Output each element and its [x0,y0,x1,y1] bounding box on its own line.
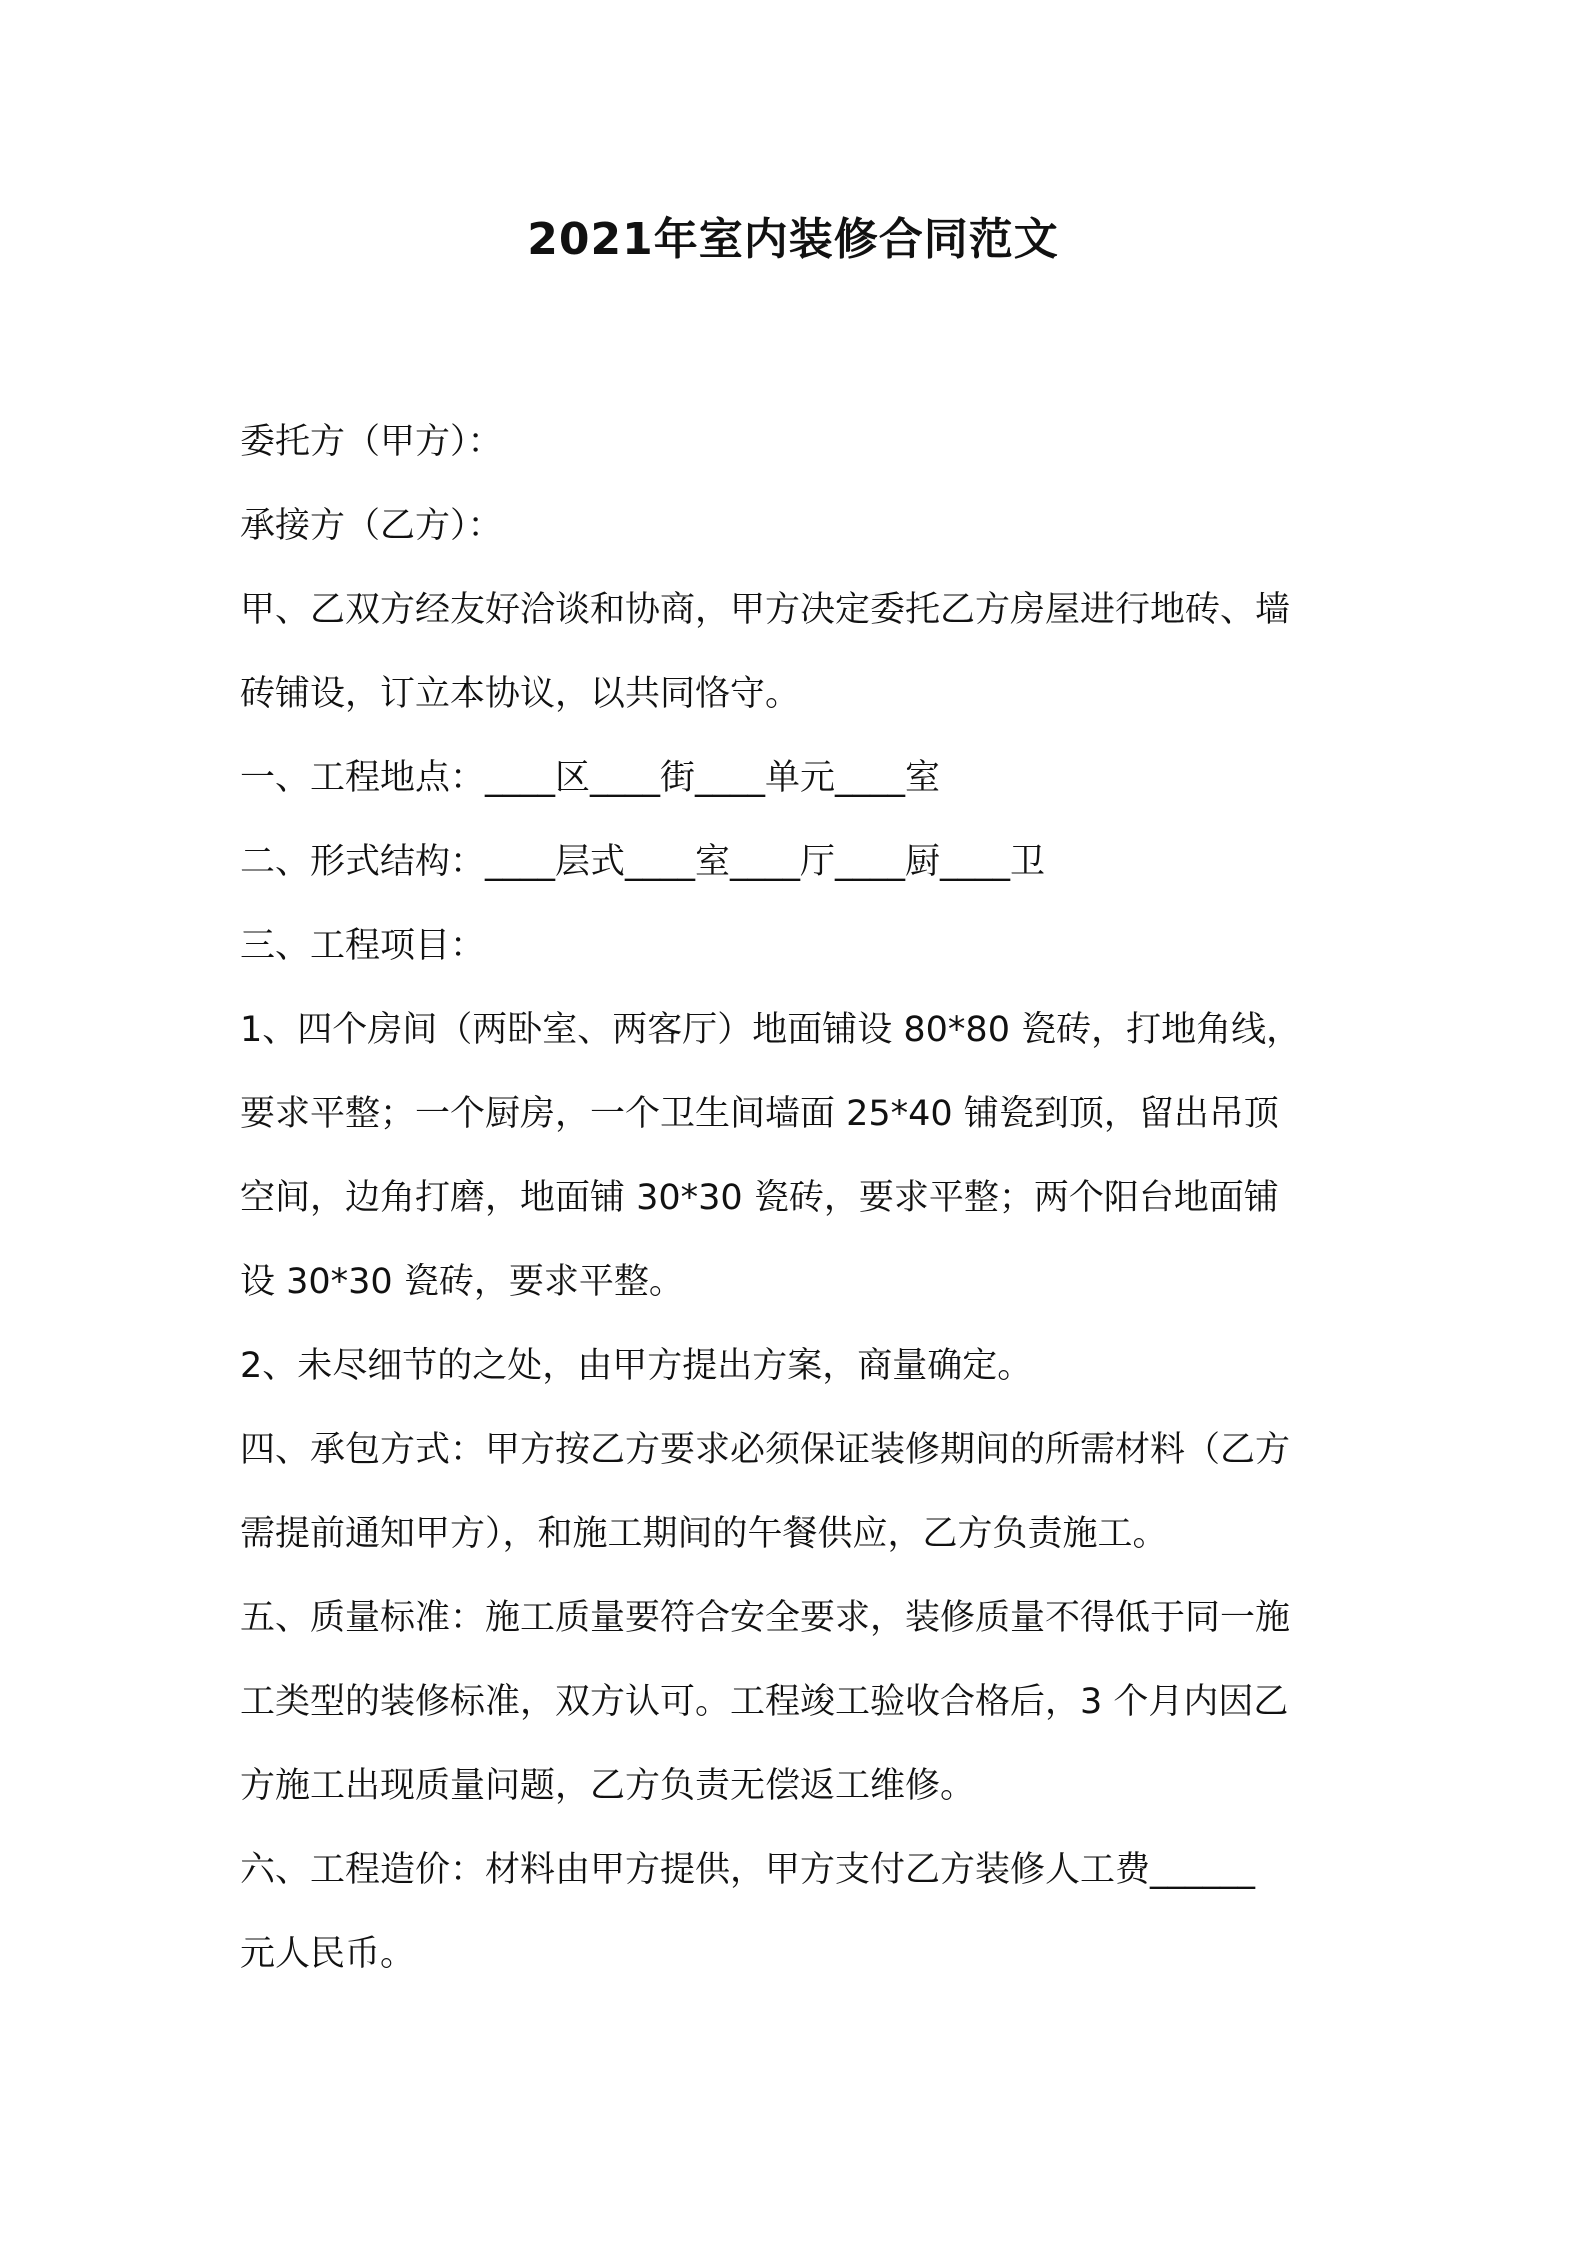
preamble-line-2: 砖铺设，订立本协议，以共同恪守。 [240,674,801,714]
client-party-line: 委托方（甲方）： [240,422,503,462]
clause-quality-line-2: 工类型的装修标准，双方认可。工程竣工验收合格后，3 个月内因乙 [240,1682,1289,1722]
project-item-1-line-2: 要求平整；一个厨房，一个卫生间墙面 25*40 铺瓷到顶，留出吊顶 [240,1094,1279,1134]
contractor-party-line: 承接方（乙方）： [240,506,503,546]
clause-quality-line-1: 五、质量标准：施工质量要符合安全要求，装修质量不得低于同一施 [240,1598,1291,1638]
clause-contracting-line-1: 四、承包方式：甲方按乙方要求必须保证装修期间的所需材料（乙方 [240,1430,1291,1470]
clause-cost-line-1: 六、工程造价：材料由甲方提供，甲方支付乙方装修人工费______ [240,1850,1256,1890]
clause-cost-line-2: 元人民币。 [240,1934,416,1974]
clause-location: 一、工程地点：____区____街____单元____室 [240,758,941,798]
project-item-1-line-1: 1、四个房间（两卧室、两客厅）地面铺设 80*80 瓷砖，打地角线， [240,1010,1302,1050]
document-body [240,400,1350,1996]
preamble-line-1: 甲、乙双方经友好洽谈和协商，甲方决定委托乙方房屋进行地砖、墙 [240,590,1291,630]
project-item-2: 2、未尽细节的之处，由甲方提出方案，商量确定。 [240,1346,1033,1386]
project-item-1-line-4: 设 30*30 瓷砖，要求平整。 [240,1262,684,1302]
project-item-1-line-3: 空间，边角打磨，地面铺 30*30 瓷砖，要求平整；两个阳台地面铺 [240,1178,1279,1218]
clause-quality-line-3: 方施工出现质量问题，乙方负责无偿返工维修。 [240,1766,976,1806]
document-title: 2021年室内装修合同范文 [527,214,1059,265]
clause-structure: 二、形式结构：____层式____室____厅____厨____卫 [240,842,1046,882]
clause-contracting-line-2: 需提前通知甲方），和施工期间的午餐供应，乙方负责施工。 [240,1514,1168,1554]
clause-project-heading: 三、工程项目： [240,926,486,966]
